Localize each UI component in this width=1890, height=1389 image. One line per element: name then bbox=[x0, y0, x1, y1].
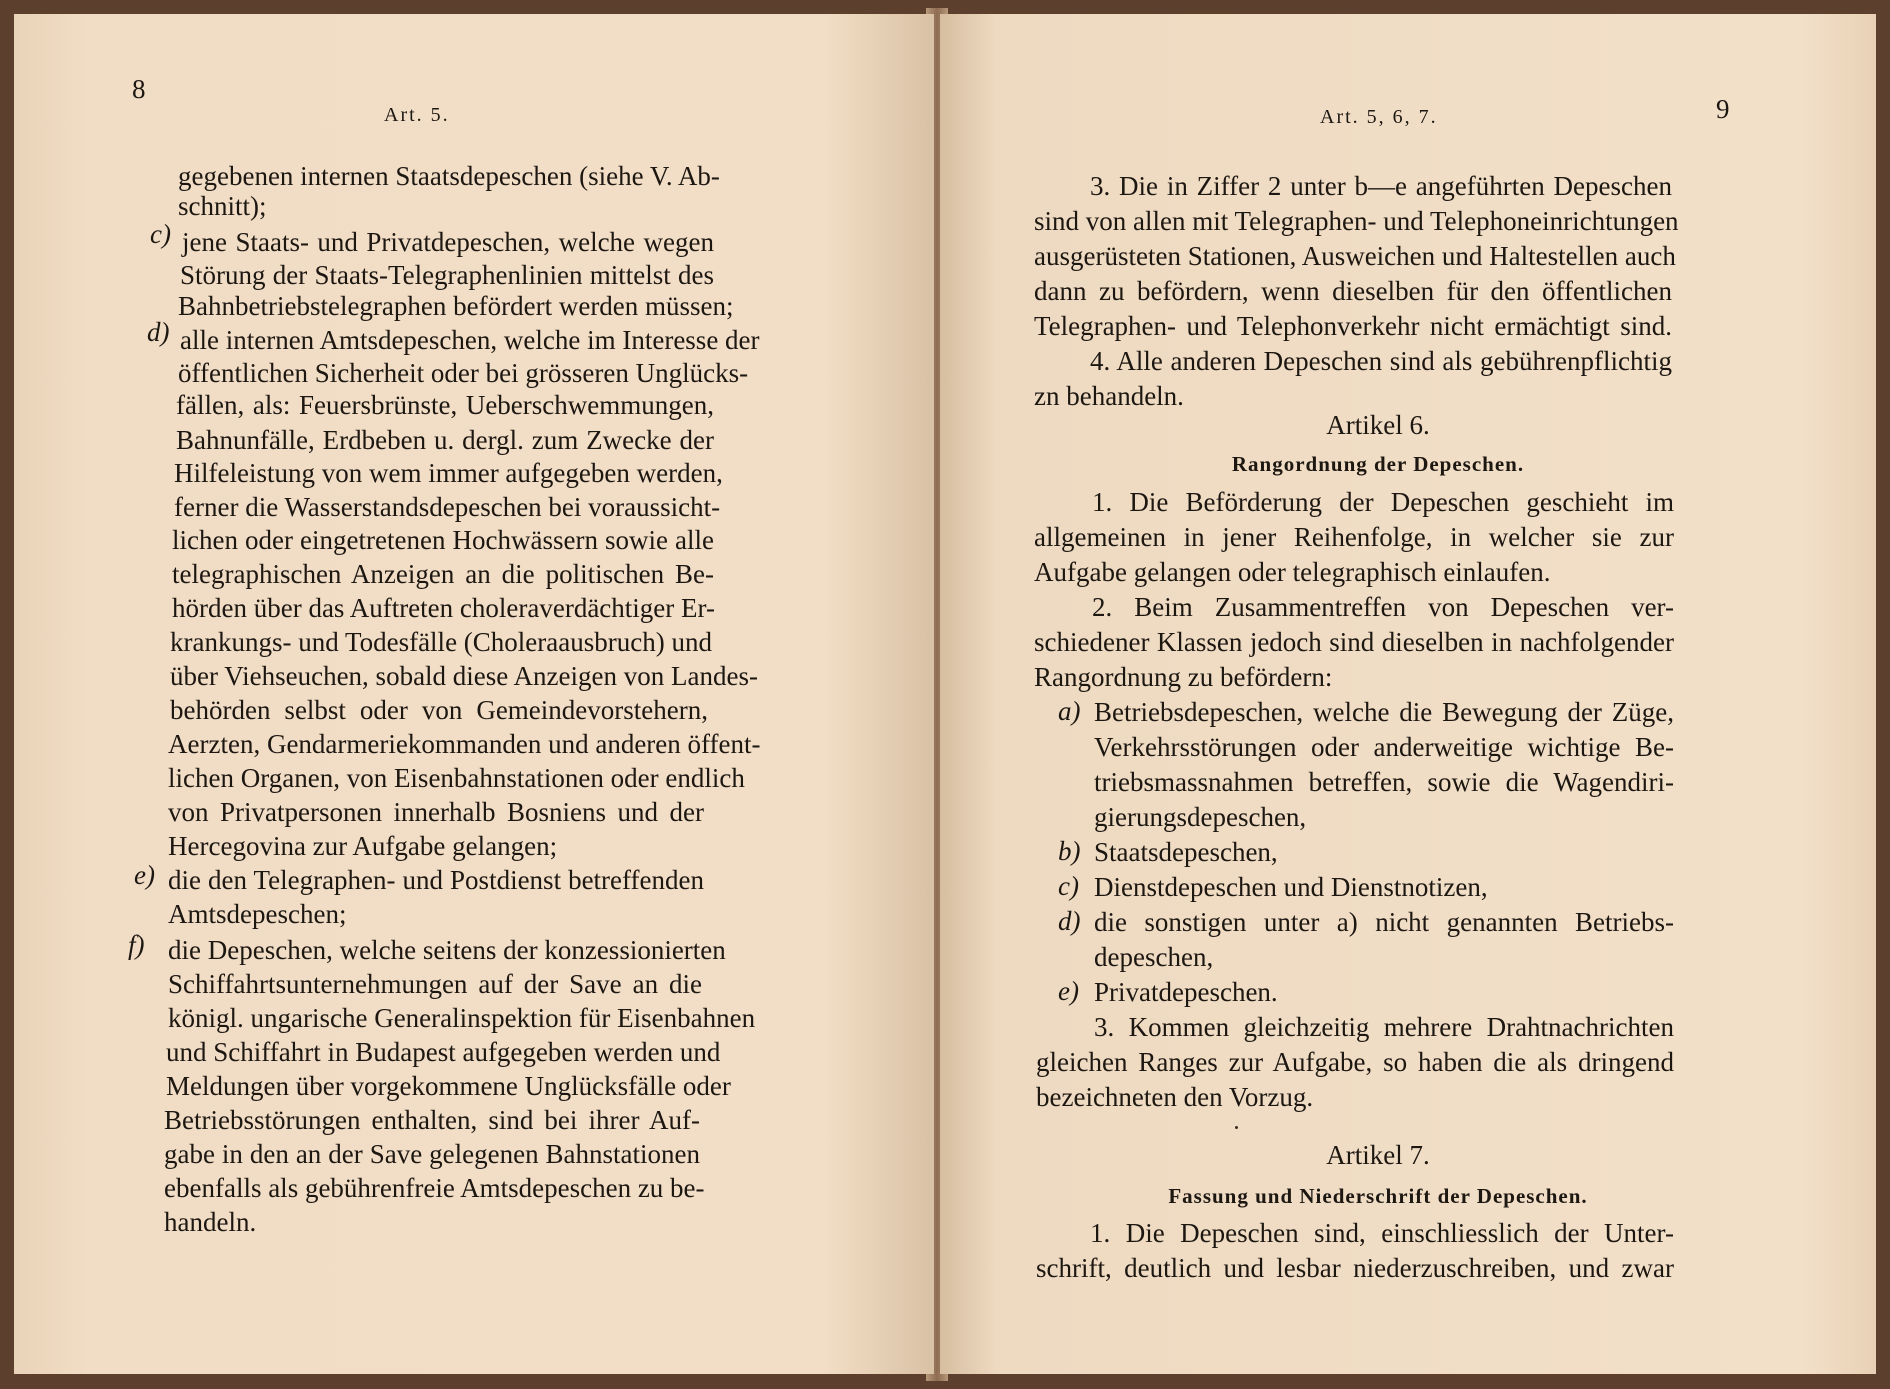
text-line: Aerzten, Gendarmeriekommanden und anderen öffent- bbox=[168, 729, 761, 759]
text-line: alle internen Amtsdepeschen, welche im Interesse der bbox=[180, 325, 760, 355]
text-line: öffentlichen Sicherheit oder bei grösseren Unglücks- bbox=[178, 358, 749, 388]
running-head: Art. 5. bbox=[384, 104, 450, 126]
text-line: Telegraphen- und Telephonverkehr nicht ermächtigt sind. bbox=[1034, 311, 1672, 341]
text-line: über Viehseuchen, sobald diese Anzeigen von Landes- bbox=[170, 661, 758, 691]
ink-mark bbox=[1235, 1126, 1238, 1129]
text-line: schiedener Klassen jedoch sind dieselben in nachfolgender bbox=[1034, 627, 1674, 657]
text-line: allgemeinen in jener Reihenfolge, in welcher sie zur bbox=[1034, 522, 1674, 552]
list-label: c) bbox=[1058, 871, 1079, 901]
text-line: zn behandeln. bbox=[1034, 381, 1184, 411]
text-line: 2. Beim Zusammentreffen von Depeschen ver- bbox=[1092, 592, 1674, 622]
text-line: dann zu befördern, wenn dieselben für den öffentlichen bbox=[1034, 276, 1672, 306]
text-line: Amtsdepeschen; bbox=[168, 899, 347, 929]
text-line: und Schiffahrt in Budapest aufgegeben werden und bbox=[166, 1037, 721, 1067]
text-line: gierungsdepeschen, bbox=[1094, 802, 1307, 832]
text-line: lichen Organen, von Eisenbahnstationen oder endlich bbox=[168, 763, 745, 793]
list-label: d) bbox=[1058, 906, 1081, 936]
text-line: Meldungen über vorgekommene Unglücksfälle oder bbox=[166, 1071, 731, 1101]
text-line: von Privatpersonen innerhalb Bosniens und der bbox=[168, 797, 704, 827]
text-line: 3. Die in Ziffer 2 unter b—e angeführten Depeschen bbox=[1090, 171, 1672, 201]
text-line: königl. ungarische Generalinspektion für Eisenbahnen bbox=[168, 1003, 756, 1033]
text-line: schrift, deutlich und lesbar niederzuschreiben, und zwar bbox=[1036, 1253, 1674, 1283]
text-line: handeln. bbox=[164, 1207, 257, 1237]
text-line: ebenfalls als gebührenfreie Amtsdepeschen zu be- bbox=[164, 1173, 705, 1203]
text-line: behörden selbst oder von Gemeindevorstehern, bbox=[170, 695, 708, 725]
text-line: Verkehrsstörungen oder anderweitige wichtige Be- bbox=[1094, 732, 1674, 762]
list-label: a) bbox=[1058, 696, 1081, 726]
text-line: hörden über das Auftreten choleraverdächtiger Er- bbox=[172, 593, 715, 623]
text-line: Aufgabe gelangen oder telegraphisch einlaufen. bbox=[1034, 557, 1551, 587]
text-line: Bahnbetriebstelegraphen befördert werden müssen; bbox=[178, 291, 734, 321]
text-line: die sonstigen unter a) nicht genannten Betriebs- bbox=[1094, 907, 1674, 937]
text-line: depeschen, bbox=[1094, 942, 1214, 972]
list-label: c) bbox=[150, 219, 171, 249]
article-subheading: Rangordnung der Depeschen. bbox=[1231, 452, 1525, 476]
text-line: 3. Kommen gleichzeitig mehrere Drahtnachrichten bbox=[1094, 1012, 1674, 1042]
text-line: jene Staats- und Privatdepeschen, welche wegen bbox=[182, 227, 714, 257]
list-label: e) bbox=[1058, 976, 1079, 1006]
article-heading: Artikel 7. bbox=[1326, 1140, 1430, 1170]
text-line: gegebenen internen Staatsdepeschen (siehe V. Ab- bbox=[178, 161, 720, 191]
running-head: Art. 5, 6, 7. bbox=[1320, 106, 1438, 128]
left-page bbox=[14, 14, 934, 1374]
text-line: 4. Alle anderen Depeschen sind als gebührenpflichtig bbox=[1090, 346, 1672, 376]
text-line: Betriebsdepeschen, welche die Bewegung der Züge, bbox=[1094, 697, 1674, 727]
text-line: lichen oder eingetretenen Hochwässern sowie alle bbox=[172, 525, 714, 555]
text-line: Rangordnung zu befördern: bbox=[1034, 662, 1333, 692]
text-line: Privatdepeschen. bbox=[1094, 977, 1278, 1007]
text-line: Bahnunfälle, Erdbeben u. dergl. zum Zwecke der bbox=[176, 425, 714, 455]
text-line: Schiffahrtsunternehmungen auf der Save an die bbox=[168, 969, 702, 999]
text-line: gleichen Ranges zur Aufgabe, so haben die als dringend bbox=[1036, 1047, 1674, 1077]
text-line: krankungs- und Todesfälle (Choleraausbruch) und bbox=[170, 627, 712, 657]
text-line: Dienstdepeschen und Dienstnotizen, bbox=[1094, 872, 1488, 902]
text-line: fällen, als: Feuersbrünste, Ueberschwemmungen, bbox=[176, 390, 714, 420]
text-line: 1. Die Depeschen sind, einschliesslich der Unter- bbox=[1090, 1218, 1674, 1248]
right-page bbox=[940, 14, 1876, 1374]
text-line: telegraphischen Anzeigen an die politischen Be- bbox=[172, 559, 714, 589]
text-line: triebsmassnahmen betreffen, sowie die Wagendiri- bbox=[1094, 767, 1674, 797]
list-label: d) bbox=[147, 317, 170, 347]
list-label: e) bbox=[134, 860, 155, 890]
text-line: ferner die Wasserstandsdepeschen bei voraussicht- bbox=[174, 492, 721, 522]
page-number: 9 bbox=[1716, 94, 1730, 124]
text-line: Hilfeleistung von wem immer aufgegeben werden, bbox=[174, 458, 723, 488]
text-line: die den Telegraphen- und Postdienst betreffenden bbox=[168, 865, 704, 895]
text-line: Hercegovina zur Aufgabe gelangen; bbox=[168, 831, 558, 861]
article-heading: Artikel 6. bbox=[1326, 410, 1430, 440]
text-line: ausgerüsteten Stationen, Ausweichen und Haltestellen auch bbox=[1034, 241, 1676, 271]
text-line: gabe in den an der Save gelegenen Bahnstationen bbox=[164, 1139, 700, 1169]
page-number: 8 bbox=[132, 74, 146, 104]
text-line: 1. Die Beförderung der Depeschen geschieht im bbox=[1092, 487, 1674, 517]
article-subheading: Fassung und Niederschrift der Depeschen. bbox=[1168, 1184, 1588, 1208]
text-line: Störung der Staats-Telegraphenlinien mittelst des bbox=[180, 260, 714, 290]
text-line: Staatsdepeschen, bbox=[1094, 837, 1278, 867]
text-line: die Depeschen, welche seitens der konzessionierten bbox=[168, 935, 726, 965]
text-line: schnitt); bbox=[178, 191, 267, 221]
list-label: b) bbox=[1058, 836, 1081, 866]
list-label: f) bbox=[128, 930, 145, 960]
text-line: Betriebsstörungen enthalten, sind bei ihrer Auf- bbox=[164, 1105, 700, 1135]
text-line: sind von allen mit Telegraphen- und Telephoneinrichtungen bbox=[1034, 206, 1679, 236]
text-line: bezeichneten den Vorzug. bbox=[1036, 1082, 1314, 1112]
